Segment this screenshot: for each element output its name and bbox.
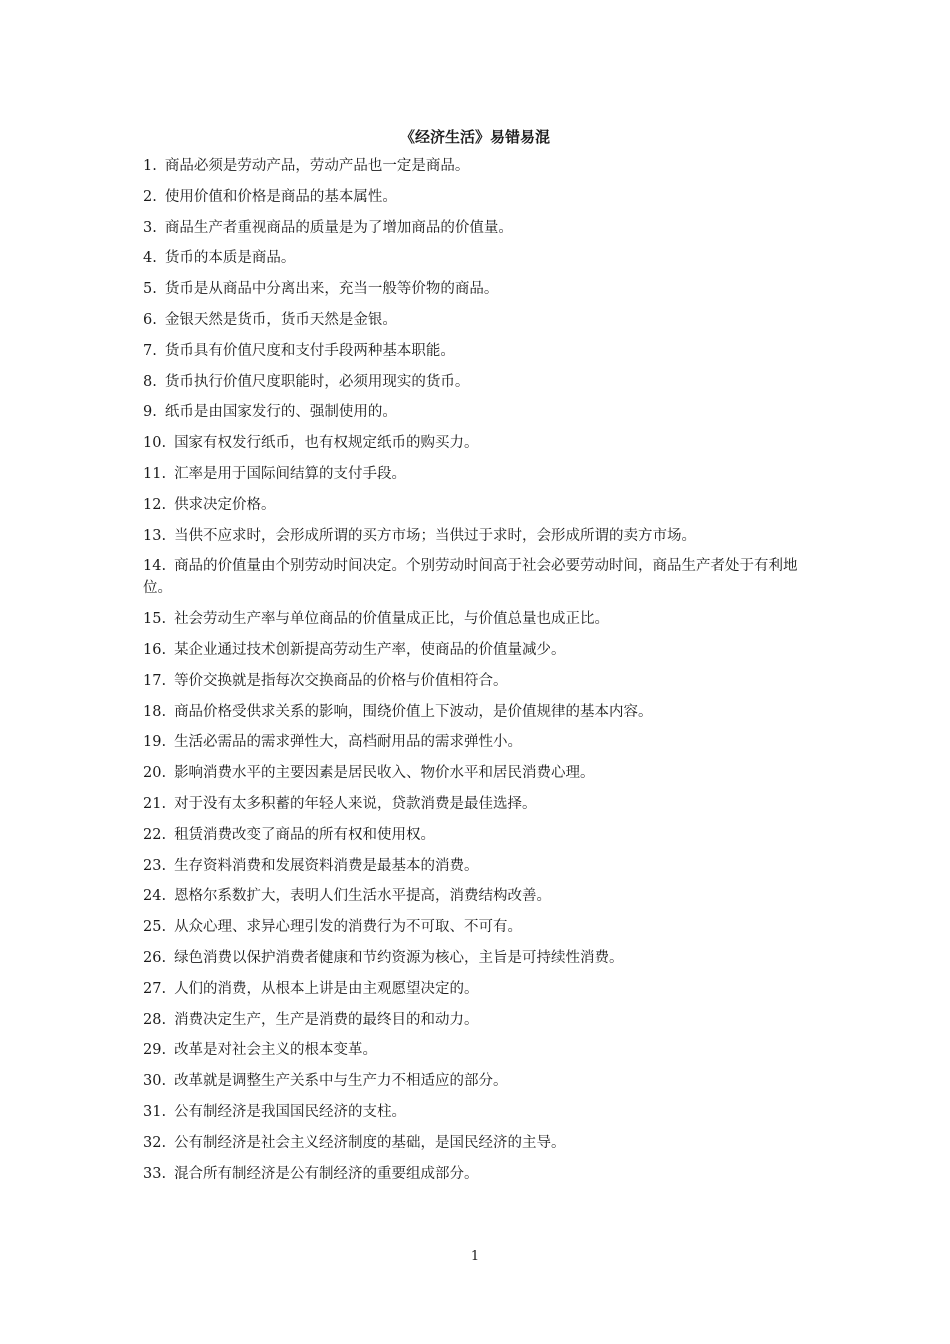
item-number: 31. bbox=[143, 1103, 167, 1120]
item-number: 15. bbox=[143, 611, 167, 628]
item-number: 1. bbox=[143, 158, 157, 174]
list-item bbox=[143, 762, 813, 784]
list-item bbox=[143, 463, 813, 485]
list-item bbox=[143, 978, 813, 1000]
item-number: 3. bbox=[143, 219, 157, 236]
item-text: 等价交换就是指每次交换商品的价格与价值相符合。 bbox=[174, 672, 508, 689]
page-number: 1 bbox=[470, 1249, 480, 1264]
list-item bbox=[143, 793, 813, 815]
list-item bbox=[143, 916, 813, 938]
item-text: 影响消费水平的主要因素是居民收入、物价水平和居民消费心理。 bbox=[174, 765, 595, 782]
list-item bbox=[143, 731, 813, 753]
item-number: 27. bbox=[143, 980, 167, 997]
list-item bbox=[143, 1070, 813, 1092]
list-item bbox=[143, 371, 813, 393]
item-number: 4. bbox=[143, 250, 157, 267]
item-text: 公有制经济是我国国民经济的支柱。 bbox=[174, 1103, 407, 1120]
item-number: 7. bbox=[143, 342, 157, 359]
item-text: 金银天然是货币，货币天然是金银。 bbox=[164, 311, 397, 328]
item-number: 33. bbox=[143, 1165, 167, 1182]
item-text: 人们的消费，从根本上讲是由主观愿望决定的。 bbox=[174, 980, 479, 997]
list-item bbox=[143, 247, 813, 269]
item-text: 商品必须是劳动产品，劳动产品也一定是商品。 bbox=[164, 158, 470, 174]
list-item bbox=[143, 401, 813, 423]
item-text: 货币执行价值尺度职能时，必须用现实的货币。 bbox=[164, 373, 470, 390]
document-title: 《经济生活》易错易混 bbox=[399, 128, 550, 146]
item-number: 21. bbox=[143, 795, 167, 812]
item-text: 社会劳动生产率与单位商品的价值量成正比，与价值总量也成正比。 bbox=[174, 611, 610, 628]
item-number: 14. bbox=[143, 558, 167, 575]
item-number: 28. bbox=[143, 1011, 167, 1028]
item-number: 18. bbox=[143, 703, 167, 720]
item-number: 19. bbox=[143, 734, 167, 751]
item-text: 供求决定价格。 bbox=[174, 496, 276, 513]
item-number: 26. bbox=[143, 949, 167, 966]
list-item bbox=[143, 278, 813, 300]
list-item bbox=[143, 309, 813, 331]
item-text: 改革就是调整生产关系中与生产力不相适应的部分。 bbox=[174, 1073, 508, 1090]
item-number: 29. bbox=[143, 1042, 167, 1059]
item-text: 货币具有价值尺度和支付手段两种基本职能。 bbox=[164, 342, 455, 359]
list-item bbox=[143, 670, 813, 692]
item-text: 绿色消费以保护消费者健康和节约资源为核心，主旨是可持续性消费。 bbox=[174, 949, 624, 966]
item-number: 13. bbox=[143, 527, 167, 544]
list-item bbox=[143, 1163, 813, 1185]
item-text: 商品生产者重视商品的质量是为了增加商品的价值量。 bbox=[164, 219, 513, 236]
list-item bbox=[143, 885, 813, 907]
item-number: 17. bbox=[143, 672, 167, 689]
list-item bbox=[143, 432, 813, 454]
item-text: 消费决定生产，生产是消费的最终目的和动力。 bbox=[174, 1011, 479, 1028]
list-item bbox=[143, 494, 813, 516]
list-item bbox=[143, 525, 813, 547]
list-item bbox=[143, 701, 813, 723]
item-text: 生活必需品的需求弹性大，高档耐用品的需求弹性小。 bbox=[174, 734, 523, 751]
list-item bbox=[143, 1039, 813, 1061]
item-text: 对于没有太多积蓄的年轻人来说，贷款消费是最佳选择。 bbox=[174, 795, 537, 812]
list-item bbox=[143, 1132, 813, 1154]
item-number: 23. bbox=[143, 857, 167, 874]
item-text: 改革是对社会主义的根本变革。 bbox=[174, 1042, 378, 1059]
list-item bbox=[143, 217, 813, 239]
item-number: 12. bbox=[143, 496, 167, 513]
item-number: 6. bbox=[143, 311, 157, 328]
item-number: 11. bbox=[143, 465, 167, 482]
item-number: 9. bbox=[143, 404, 157, 421]
list-item bbox=[143, 1101, 813, 1123]
item-text: 租赁消费改变了商品的所有权和使用权。 bbox=[174, 826, 436, 843]
item-text: 使用价值和价格是商品的基本属性。 bbox=[164, 188, 397, 205]
item-number: 22. bbox=[143, 826, 167, 843]
item-text: 生存资料消费和发展资料消费是最基本的消费。 bbox=[174, 857, 479, 874]
list-item bbox=[143, 340, 813, 362]
item-number: 24. bbox=[143, 888, 167, 905]
list-item bbox=[143, 155, 813, 177]
item-text: 商品价格受供求关系的影响，围绕价值上下波动，是价值规律的基本内容。 bbox=[174, 703, 653, 720]
item-text: 当供不应求时，会形成所谓的买方市场；当供过于求时，会形成所谓的卖方市场。 bbox=[174, 527, 697, 544]
list-item bbox=[143, 639, 813, 661]
list-item bbox=[143, 1009, 813, 1031]
list-item bbox=[143, 824, 813, 846]
item-text: 汇率是用于国际间结算的支付手段。 bbox=[174, 465, 407, 482]
list-item bbox=[143, 186, 813, 208]
item-text: 货币的本质是商品。 bbox=[164, 250, 296, 267]
item-number: 25. bbox=[143, 919, 167, 936]
item-text: 商品的价值量由个别劳动时间决定。个别劳动时间高于社会必要劳动时间，商品生产者处于有利地位。 bbox=[143, 558, 798, 597]
list-item bbox=[143, 947, 813, 969]
item-text: 某企业通过技术创新提高劳动生产率，使商品的价值量减少。 bbox=[174, 641, 566, 658]
list-item bbox=[143, 855, 813, 877]
item-number: 10. bbox=[143, 435, 167, 452]
item-text: 公有制经济是社会主义经济制度的基础，是国民经济的主导。 bbox=[174, 1134, 566, 1151]
item-number: 16. bbox=[143, 641, 167, 658]
item-number: 8. bbox=[143, 373, 157, 390]
item-number: 32. bbox=[143, 1134, 167, 1151]
item-number: 5. bbox=[143, 281, 157, 298]
item-text: 从众心理、求异心理引发的消费行为不可取、不可有。 bbox=[174, 919, 523, 936]
item-text: 货币是从商品中分离出来，充当一般等价物的商品。 bbox=[164, 281, 499, 298]
item-text: 混合所有制经济是公有制经济的重要组成部分。 bbox=[174, 1165, 479, 1182]
item-number: 2. bbox=[143, 188, 157, 205]
item-number: 20. bbox=[143, 765, 167, 782]
item-text: 国家有权发行纸币，也有权规定纸币的购买力。 bbox=[174, 435, 479, 452]
item-number: 30. bbox=[143, 1073, 167, 1090]
item-text: 恩格尔系数扩大，表明人们生活水平提高，消费结构改善。 bbox=[174, 888, 552, 905]
list-item bbox=[143, 608, 813, 630]
list-item bbox=[143, 555, 813, 599]
item-text: 纸币是由国家发行的、强制使用的。 bbox=[164, 404, 397, 421]
statement-list bbox=[143, 155, 813, 1193]
